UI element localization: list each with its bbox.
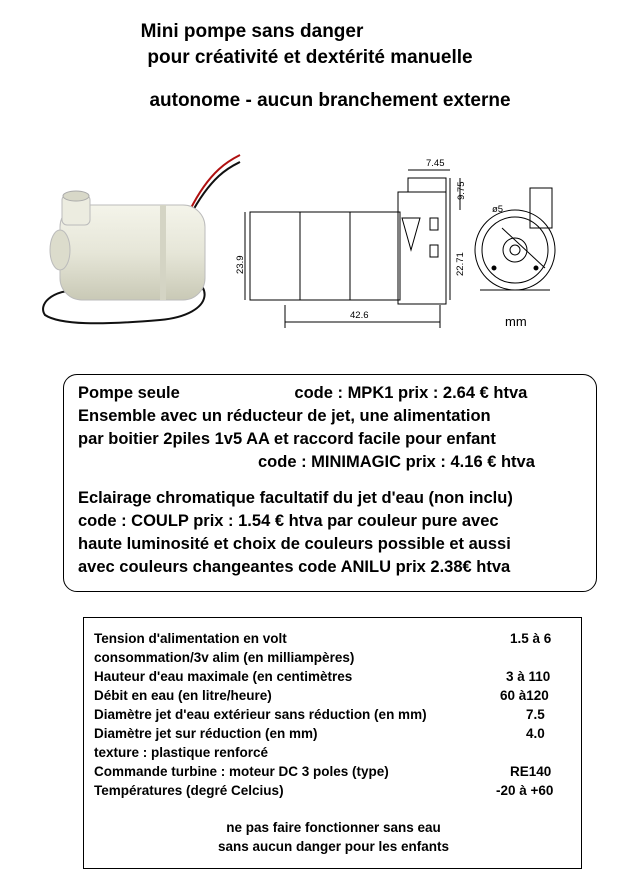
pricing-box	[63, 374, 597, 592]
dim-7-45: 7.45	[426, 158, 445, 169]
dim-22-71: 22.71	[455, 252, 466, 276]
spec-row: Débit en eau (en litre/heure) 60 à120	[94, 688, 549, 703]
footer-line-2: sans aucun danger pour les enfants	[217, 839, 450, 854]
dim-5: ø5	[492, 204, 504, 215]
pricing-line-7: haute luminosité et choix de couleurs possible et aussi	[78, 535, 511, 553]
spec-row: consommation/3v alim (en milliampères)	[94, 650, 355, 665]
spec-row: Diamètre jet d'eau extérieur sans réduction (en mm) 7.5	[94, 707, 545, 722]
pricing-line-6: code : COULP prix : 1.54 € htva par couleur pure avec	[78, 512, 499, 530]
spec-row: Tension d'alimentation en volt 1.5 à 6	[94, 631, 552, 646]
title-line-2: pour créativité et dextérité manuelle	[147, 47, 473, 68]
spec-row: Diamètre jet sur réduction (en mm) 4.0	[94, 726, 545, 741]
title-line-1: Mini pompe sans danger	[140, 21, 364, 42]
pump-only-code: code : MPK1 prix : 2.64 € htva	[294, 384, 528, 402]
title-line-3: autonome - aucun branchement externe	[149, 90, 511, 111]
dim-9-75: 9.75	[456, 181, 467, 200]
dim-42-6: 42.6	[350, 310, 369, 321]
pricing-line-8: avec couleurs changeantes code ANILU prix 2.38€ htva	[78, 558, 511, 576]
spec-row: texture : plastique renforcé	[94, 745, 269, 760]
pricing-line-1	[78, 382, 596, 405]
dim-23-9: 23.9	[235, 255, 246, 274]
footer-line-1: ne pas faire fonctionner sans eau	[226, 820, 441, 835]
pricing-line-4: code : MINIMAGIC prix : 4.16 € htva	[258, 453, 535, 471]
technical-drawing	[235, 150, 580, 340]
spec-row: Températures (degré Celcius) -20 à +60	[94, 783, 554, 798]
pricing-line-2: Ensemble avec un réducteur de jet, une alimentation	[78, 407, 491, 425]
specs-box	[83, 617, 582, 869]
pricing-line-3: par boitier 2piles 1v5 AA et raccord facile pour enfant	[78, 430, 496, 448]
pricing-line-5: Eclairage chromatique facultatif du jet d'eau (non inclu)	[78, 489, 513, 507]
pump-photo	[40, 150, 240, 330]
spec-row: Commande turbine : moteur DC 3 poles (type) RE140	[94, 764, 552, 779]
pump-only-label: Pompe seule	[78, 384, 180, 402]
spec-row: Hauteur d'eau maximale (en centimètres 3 à 110	[94, 669, 551, 684]
unit-label: mm	[505, 314, 527, 329]
